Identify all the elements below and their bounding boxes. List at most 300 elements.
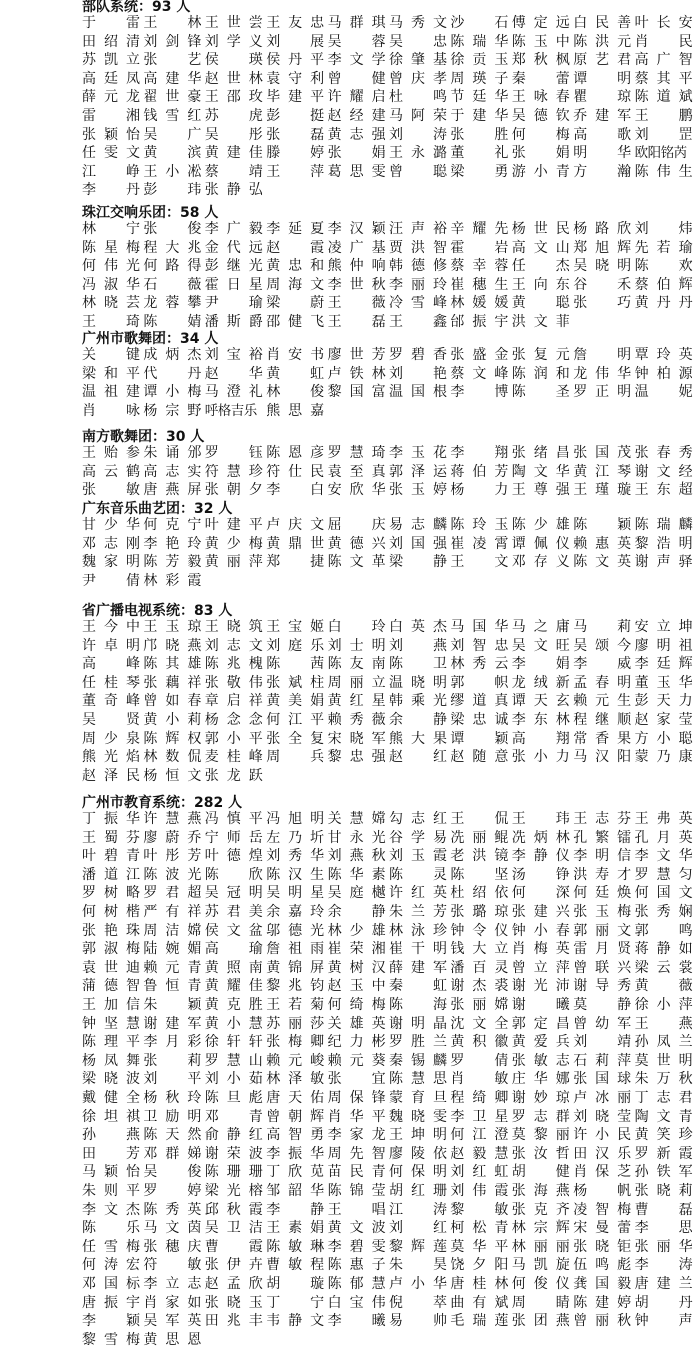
person-name: 张春秀 [634, 445, 693, 461]
person-name: 刘 艳 [389, 365, 447, 382]
person-name: 罗慧山 [204, 1052, 263, 1069]
person-name: 李 白 [266, 482, 325, 499]
person-name: 张汝哲 [511, 1145, 570, 1162]
person-name: 陈兆槐 [204, 656, 263, 673]
person-name: 王晓筑 [204, 619, 263, 635]
person-name: 温晓明 [389, 674, 447, 691]
person-name: 陈友南 [327, 656, 386, 673]
person-name: 谷学易 [389, 829, 447, 846]
person-name: 谢导秀 [573, 978, 632, 995]
person-name: 陈 茜 [266, 656, 325, 673]
person-name: 蔡文峰 [450, 365, 509, 382]
person-name: 董 礼 [450, 145, 509, 162]
person-name: 袁守利 [266, 70, 325, 87]
person-name: 罗慧匀 [634, 866, 693, 883]
person-name: 李廷辉 [634, 656, 693, 673]
person-name: 罗慧琦 [327, 445, 386, 461]
person-name: 张丽嫦 [450, 997, 509, 1013]
person-name: 张晓玉 [204, 1294, 263, 1311]
person-name: 张海燕 [511, 1183, 570, 1199]
person-name: 卢冰丽 [573, 1090, 632, 1106]
person-name: 黄锦屏 [266, 959, 325, 976]
person-name: 张复元 [511, 347, 570, 363]
person-name: 李明信 [573, 848, 632, 865]
person-name: 詹祖雨 [266, 941, 325, 958]
person-name: 翟世豪 [143, 89, 202, 106]
person-name: 徐贡玉 [450, 52, 509, 69]
person-name: 彭 玮 [143, 182, 202, 199]
person-name: 王今中 [82, 619, 140, 635]
person-name: 石 薇 [143, 276, 202, 293]
person-name: 孙 燕 [82, 1127, 140, 1144]
person-name: 黄忠和 [266, 258, 325, 275]
person-name: 郑秋枫 [511, 52, 570, 69]
person-name: 林丽丽 [511, 1238, 570, 1255]
person-name: 黄文波 [327, 1220, 386, 1237]
person-name: 陈 欢 [634, 258, 693, 275]
person-name: 卫励明 [143, 1108, 202, 1125]
person-name: 雷 湘 [82, 108, 140, 124]
person-name: 林数侃 [143, 749, 202, 766]
person-name: 朱 颖 [143, 997, 202, 1013]
person-name: 张颖怡 [82, 126, 140, 143]
person-name: 谢明晶 [389, 1015, 447, 1032]
person-name: 田兆丰 [204, 1313, 263, 1330]
person-name: 魏家明 [82, 554, 140, 571]
person-name: 刘庭乐 [266, 637, 325, 654]
person-name: 王 唱 [327, 1201, 386, 1218]
person-name: 田汉乐 [573, 1145, 632, 1162]
person-name: 马阿荣 [389, 108, 447, 124]
person-name: 倪 萃 [389, 1294, 447, 1311]
person-name: 温祖建 [82, 384, 140, 401]
person-name: 张穗庆 [143, 1238, 202, 1255]
person-name: 蒙乃康 [634, 749, 693, 766]
person-name: 黄丹丹 [634, 295, 693, 312]
person-name: 王尊强 [511, 482, 570, 499]
person-name: 郭小平 [204, 730, 263, 747]
person-name: 韩德修 [389, 258, 447, 275]
person-name: 任桂琴 [82, 674, 140, 691]
person-name: 梁晓波 [82, 1071, 140, 1088]
person-name: 葛思雯 [327, 163, 386, 180]
person-name: 曾丽秋 [573, 1313, 632, 1330]
section-heading: 珠江交响乐团：58 人 [82, 205, 219, 221]
person-name: 黄 滨 [143, 145, 202, 162]
person-name: 钟小春 [511, 922, 570, 939]
person-name: 林彩霞 [143, 572, 202, 589]
person-name: 李振华 [266, 1145, 325, 1162]
person-name: 陈华素 [327, 866, 386, 883]
person-name: 张国球 [573, 1071, 632, 1088]
person-name: 刘燕秋 [327, 848, 386, 865]
section-heading: 部队系统：93 人 [82, 0, 191, 15]
person-name: 叶碧青 [82, 848, 140, 865]
person-name: 赖元青 [143, 959, 202, 976]
person-name: 罗正明 [573, 384, 632, 401]
person-name: 郭 帜 [450, 674, 509, 691]
person-name: 崔凌霄 [450, 535, 509, 552]
person-name: 庄华娜 [511, 1071, 570, 1088]
person-name: 李艳玲 [143, 535, 202, 552]
person-name: 苏丽莎 [266, 1015, 325, 1032]
person-name: 吴德钦 [511, 108, 570, 124]
person-name: 丁欣苋 [266, 1164, 325, 1181]
person-name: 陶文华 [511, 463, 570, 480]
person-name: 张建兴 [511, 904, 570, 920]
person-name: 洪寿才 [573, 866, 632, 883]
person-name: 杨宗野 [143, 402, 202, 419]
person-name: 丁志君 [634, 1090, 693, 1106]
person-name: 李汉颖 [327, 221, 386, 237]
person-name: 李丽玲 [389, 276, 447, 293]
person-name: 邓国标 [82, 1276, 140, 1292]
person-name: 林媛媛 [450, 295, 509, 312]
person-name: 袁世迪 [82, 959, 140, 976]
person-name: 唐天佑 [266, 1090, 325, 1106]
person-name: 石莉萍 [573, 1052, 632, 1069]
person-name: 张盛金 [450, 347, 509, 363]
person-name: 黄耀佳 [204, 978, 263, 995]
person-name: 彭天力 [634, 693, 693, 710]
person-name: 宁师岳 [204, 829, 263, 846]
person-name: 原艺君 [573, 52, 632, 69]
person-name: 马国华 [450, 619, 509, 635]
person-name: 陈建婷 [573, 1294, 632, 1311]
person-name: 杨恒文 [143, 767, 202, 784]
person-name: 罗碧香 [389, 347, 447, 363]
person-name: 田绍清 [82, 33, 140, 50]
person-name: 韦静文 [266, 1313, 325, 1330]
person-name: 马 莉 [573, 619, 632, 635]
person-name: 马文茵 [143, 1220, 202, 1237]
person-name: 吴 贤 [82, 712, 140, 728]
person-name: 彭继光 [204, 258, 263, 275]
person-name: 冯淑华 [82, 276, 140, 293]
person-name: 甘少华 [82, 517, 140, 533]
person-name: 许卓明 [82, 637, 140, 654]
person-name: 赵 红 [389, 749, 447, 766]
person-name: 章启祥 [204, 693, 263, 710]
person-name: 董奇峰 [82, 693, 140, 710]
person-name: 缪道真 [450, 693, 509, 710]
person-name: 龚国毅 [573, 1276, 632, 1292]
person-name: 邓存义 [511, 554, 570, 571]
person-name: 崔荣湘 [327, 941, 386, 958]
person-name: 陈 乐 [82, 1220, 140, 1237]
person-name: 王 燕 [634, 1015, 693, 1032]
person-name: 梁 蔚 [266, 295, 325, 312]
person-name: 何国文 [634, 885, 693, 902]
person-name: 张 巧 [573, 295, 632, 312]
person-name: 陈 海 [389, 997, 447, 1013]
person-name: 田 芳 [82, 1145, 140, 1162]
person-name: 何廷焕 [573, 885, 632, 902]
person-name: 周 兵 [266, 749, 325, 766]
person-name: 王宝姬 [266, 619, 325, 635]
person-name: 曾立萍 [511, 959, 570, 976]
person-name: 肖梅英 [511, 941, 570, 958]
person-name: 陈星梅 [82, 239, 140, 256]
person-name: 蔡伯辉 [634, 276, 693, 293]
person-name: 赖元峻 [266, 1052, 325, 1069]
person-name: 吴文旺 [511, 637, 570, 654]
person-name: 冯慎平 [204, 811, 263, 827]
person-name: 周洁嫦 [143, 922, 202, 939]
person-name: 何路得 [143, 258, 202, 275]
person-name: 邝晓燕 [143, 637, 202, 654]
person-name: 代 丹 [143, 365, 202, 382]
person-name: 王瑾璇 [573, 482, 632, 499]
person-name: 林晓芸 [82, 295, 140, 312]
person-name: 王加信 [82, 997, 140, 1013]
person-name: 吴冠明 [204, 885, 263, 902]
person-name: 罗志群 [511, 1108, 570, 1125]
person-name: 唐建兰 [634, 1276, 693, 1292]
person-name: 刘 靖 [573, 1034, 632, 1051]
person-name: 黄照南 [204, 959, 263, 976]
person-name: 胡 丹 [634, 1294, 693, 1311]
person-name: 李家龙 [327, 1127, 386, 1144]
person-name: 崔穗生 [450, 276, 509, 293]
person-name: 蔡其平 [634, 70, 693, 87]
person-name: 曹 磊 [634, 1201, 693, 1218]
person-name: 谢荣波 [204, 1145, 263, 1162]
person-name: 陈瑞华 [450, 33, 509, 50]
person-name: 黄江琴 [573, 463, 632, 480]
person-name: 潘斯爵 [204, 314, 263, 330]
person-name: 刘小茹 [204, 1071, 263, 1088]
person-name: 许耀启 [327, 89, 386, 106]
person-name: 张静弘 [204, 182, 263, 199]
person-name: 温 妮 [634, 384, 693, 401]
person-name: 高广智 [634, 52, 693, 69]
section-heading: 南方歌舞团：30 人 [82, 429, 205, 445]
person-name: 马汉阳 [573, 749, 632, 766]
person-name: 王蜀芬 [82, 829, 140, 846]
person-name: 钟坚慧 [82, 1015, 140, 1032]
person-name: 陈玉中 [511, 33, 570, 50]
person-name: 常香果 [573, 730, 632, 747]
person-name: 肖华平 [327, 1108, 386, 1125]
person-name: 钟令仪 [450, 922, 509, 939]
section-heading: 广州市教育系统：282 人 [82, 795, 243, 811]
person-name: 何克宁 [143, 517, 202, 533]
person-name: 吴 广 [143, 126, 202, 143]
person-name: 陆婉媚 [143, 941, 202, 958]
person-name: 余嘉玲 [266, 904, 325, 920]
person-name: 白 玲 [327, 619, 386, 635]
person-name: 陈伟生 [634, 163, 693, 180]
person-name: 陈锦莹 [327, 1183, 386, 1199]
person-name: 曹 霞 [204, 1238, 263, 1255]
person-name: 张朝夕 [204, 482, 263, 499]
person-name: 陈 坚 [450, 866, 509, 883]
person-name: 邹韶华 [266, 1183, 325, 1199]
person-name: 陈 婧 [143, 314, 202, 330]
person-name: 钟 声 [634, 1313, 693, 1330]
person-name: 刘 炜 [634, 221, 693, 237]
person-name: 朱诵邠 [143, 445, 202, 461]
person-name: 廖蔚乔 [143, 829, 202, 846]
person-name: 王贻参 [82, 445, 140, 461]
person-name: 侯丹平 [266, 52, 325, 69]
person-name: 马之庸 [511, 619, 570, 635]
person-name: 黄 薇 [634, 978, 693, 995]
person-name: 刘 罡 [634, 126, 693, 143]
person-name: 彭 挺 [266, 108, 325, 124]
person-name: 王 林 [143, 15, 202, 31]
person-name: 刘 涛 [389, 126, 447, 143]
person-name: 赵随意 [450, 749, 509, 766]
person-name: 莫世明 [634, 1052, 693, 1069]
person-name: 邵健飞 [266, 314, 325, 330]
person-name: 吴 忠 [389, 33, 447, 50]
person-name: 黄小慧 [204, 1015, 263, 1032]
person-name: 陈瑞麟 [634, 517, 693, 533]
person-name: 何树楷 [82, 904, 140, 920]
person-name: 何绮梅 [327, 997, 386, 1013]
person-name: 黄树汉 [327, 959, 386, 976]
person-name: 冼丽鲲 [450, 829, 509, 846]
person-name: 温国根 [389, 384, 447, 401]
person-name: 薛元龙 [82, 89, 140, 106]
person-name: 孔月英 [634, 829, 693, 846]
person-name: 邓 青 [204, 1108, 263, 1125]
person-name: 黄 虹 [266, 365, 325, 382]
person-name: 林宗辉 [511, 1220, 570, 1237]
person-name: 张国茂 [573, 445, 632, 461]
person-name: 节廷华 [450, 89, 509, 106]
person-name: 王 侃 [450, 811, 509, 827]
person-name: 安立坤 [634, 619, 693, 635]
person-name: 白宝伟 [327, 1294, 386, 1311]
person-name: 汪声裕 [389, 221, 447, 237]
person-name: 张晓钜 [573, 1238, 632, 1255]
person-name: 王志芬 [573, 811, 632, 827]
person-name: 潘百灵 [450, 959, 509, 976]
person-name: 屈 庆 [327, 517, 386, 533]
person-name: 于建华 [450, 108, 509, 124]
person-name: 李 威 [573, 656, 632, 673]
person-name: 徐小萍 [634, 997, 693, 1013]
person-name: 刘 燕 [389, 637, 447, 654]
person-name: 梁和平 [82, 365, 140, 382]
person-name: 黎 敏 [450, 1201, 509, 1218]
person-name: 凌智梅 [573, 1201, 632, 1218]
person-name: 杜绍依 [450, 885, 509, 902]
person-name: 黎忠强 [327, 749, 386, 766]
person-name: 汤 铮 [511, 866, 570, 883]
person-name: 叶长安 [634, 15, 693, 31]
person-name: 马群琪 [327, 15, 386, 31]
person-name: 崔干明 [389, 941, 447, 958]
person-name: 王小凇 [143, 163, 202, 180]
person-name: 李世秋 [327, 276, 386, 293]
person-name: 吴军英 [143, 1313, 202, 1330]
section-heading: 广州市歌舞团：34 人 [82, 331, 219, 347]
person-name: 丁振华 [82, 811, 140, 827]
person-name: 鲁恒青 [143, 978, 202, 995]
person-name: 潘道江 [82, 866, 140, 883]
person-name: 朱则平 [82, 1183, 140, 1199]
person-name: 黎国富 [327, 384, 386, 401]
person-name: 符慧珍 [204, 463, 263, 480]
person-name: 吴 蓉 [327, 33, 386, 50]
person-name: 罗 婷 [143, 1183, 202, 1199]
person-name: 李 丹 [82, 182, 140, 199]
person-name: 雷月贤 [573, 941, 632, 958]
person-name: 黎雪梅 [82, 1331, 140, 1348]
person-name: 严有祥 [143, 904, 202, 920]
person-name: 刘 展 [266, 33, 325, 50]
person-name: 陈恩彦 [266, 445, 325, 461]
person-name: 肖 咏 [82, 402, 140, 419]
person-name: 符 敏 [143, 1257, 202, 1274]
person-name: 江 峥 [82, 163, 140, 180]
person-name: 伍鸣彪 [573, 1257, 632, 1274]
person-name: 蒋静如 [634, 941, 693, 958]
person-name: 谷 禾 [573, 276, 632, 293]
person-name: 张 宜 [327, 1071, 386, 1088]
person-name: 孔繁镭 [573, 829, 632, 846]
person-name: 尹 瑜 [204, 295, 263, 312]
person-name: 张 娟 [511, 145, 570, 162]
person-name: 秦锡麟 [389, 1052, 447, 1069]
person-name: 林 俊 [266, 384, 325, 401]
person-name: 张丽华 [634, 1238, 693, 1255]
person-name: 陈惠子 [327, 1257, 386, 1274]
person-name: 郑 捷 [266, 554, 325, 571]
person-name: 曾幼军 [573, 1015, 632, 1032]
person-name: 王若菊 [266, 997, 325, 1013]
person-name: 何江平 [266, 712, 325, 728]
person-name: 许小民 [573, 1127, 632, 1144]
person-name: 孙铁军 [634, 1164, 693, 1181]
person-name: 黄 聪 [511, 295, 570, 312]
person-name: 龙蓉攀 [143, 295, 202, 312]
person-name: 白民善 [573, 15, 632, 31]
person-name: 刘 平 [143, 1071, 202, 1088]
person-name: 高廷凤 [82, 70, 140, 87]
person-name: 李 娟 [511, 656, 570, 673]
person-name: 于 雷 [82, 15, 140, 31]
person-name: 曾 聪 [389, 163, 447, 180]
person-name: 周先智 [327, 1145, 386, 1162]
person-name: 叶建平 [204, 517, 263, 533]
person-name: 余 静 [389, 712, 447, 728]
person-name: 徐坦祺 [82, 1108, 140, 1125]
person-name: 李文华 [634, 848, 693, 865]
person-name: 明 华 [573, 145, 632, 162]
person-name: 高建华 [143, 70, 202, 87]
person-name: 李卫星 [450, 1108, 509, 1125]
person-name: 黄志强 [327, 126, 386, 143]
person-name: 刘智忠 [450, 637, 509, 654]
person-name: 黄克胜 [204, 997, 263, 1013]
person-name: 梁忠诚 [450, 712, 509, 728]
person-name: 何 深 [511, 885, 570, 902]
person-name: 左乃圻 [266, 829, 325, 846]
person-name: 滕 婷 [266, 145, 325, 162]
person-name: 廖陵依 [389, 1145, 447, 1162]
person-name: 张龙跃 [204, 767, 263, 784]
person-name: 钟柏源 [634, 365, 693, 382]
person-name: 陈少雄 [511, 517, 570, 533]
person-name: 王弗英 [634, 811, 693, 827]
person-name: 肖 民 [634, 33, 693, 50]
person-name: 唐燕屏 [143, 482, 202, 499]
